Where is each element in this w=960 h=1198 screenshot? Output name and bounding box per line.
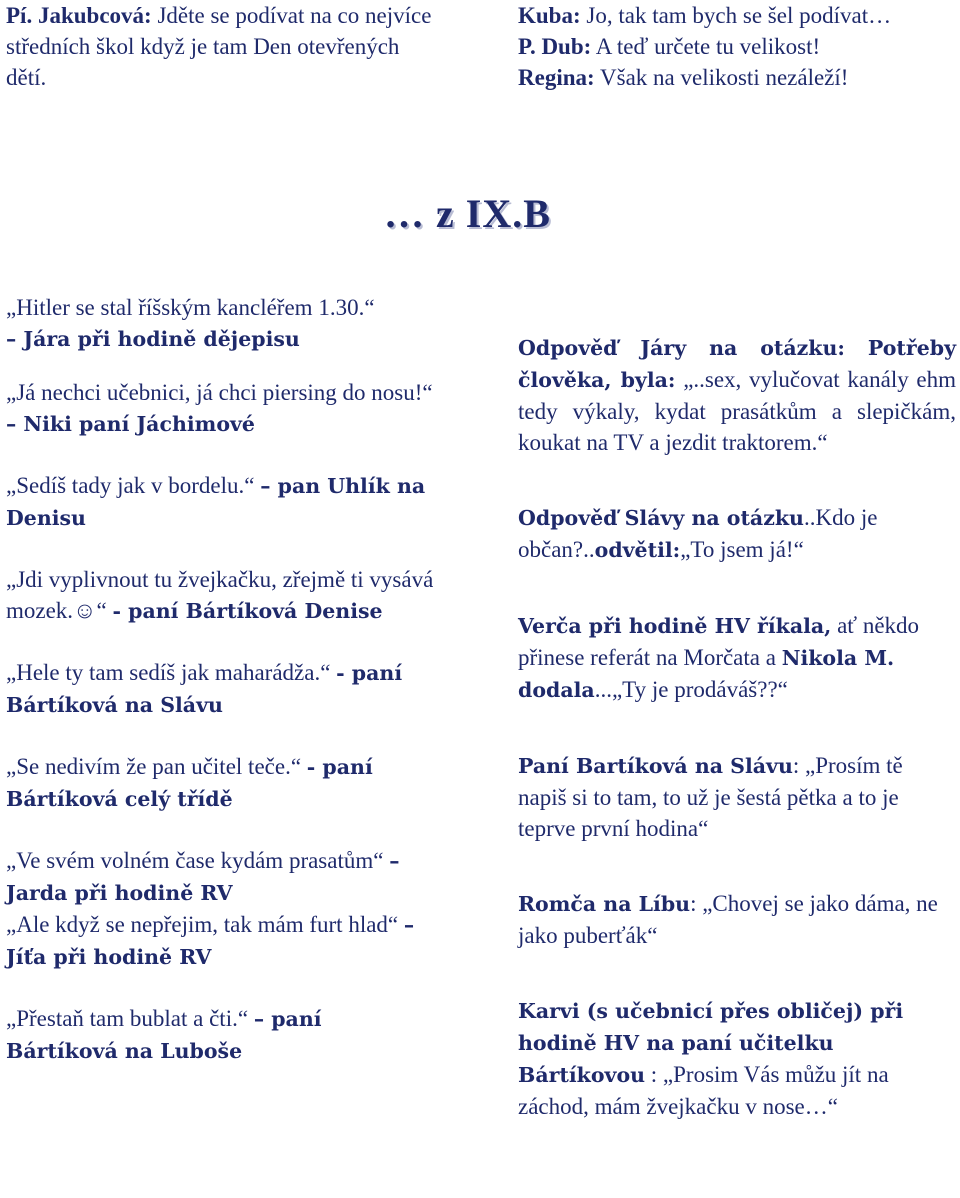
quote-text: „Se nedivím že pan učitel teče.“	[6, 754, 302, 779]
answer-2	[518, 502, 956, 566]
right-column	[518, 332, 956, 1122]
answer-text: : „Prosím tě napiš si to tam, to už je šestá pětka a to je teprve první hodina“	[518, 753, 903, 841]
answer-text: „..sex, vylučovat kanály ehm tedy výkaly, kydat prasátkům a slepičkám, koukat na TV a jezdit traktorem.“	[518, 367, 956, 455]
answer-text: ať někdo přinese referát na Morčata a	[518, 613, 920, 670]
answer-3	[518, 610, 956, 706]
intro-line-1	[518, 0, 938, 31]
quote-author: - paní Bártíková na Slávu	[6, 661, 403, 717]
answer-head: Paní Bartíková na Slávu	[518, 754, 793, 778]
quote-text: Jo, tak tam bych se šel podívat…	[580, 3, 892, 28]
answer-text: ...„Ty je prodáváš??“	[594, 677, 788, 702]
quote-9	[6, 1003, 436, 1067]
speaker: Pí. Jakubcová:	[6, 3, 152, 28]
quote-author: – Jíťa při hodině RV	[6, 913, 415, 969]
quote-author: – Jára při hodině dějepisu	[6, 327, 300, 351]
quote-author: - paní Bártíková celý třídě	[6, 755, 373, 811]
left-column	[6, 292, 436, 1067]
answer-head: Odpověď Járy na otázku: Potřeby člověka, byla:	[518, 336, 956, 392]
answer-text: „To jsem já!“	[680, 537, 804, 562]
quote-text: „Přestaň tam bublat a čti.“	[6, 1006, 249, 1031]
quote-3	[6, 470, 436, 534]
quote-text: A teď určete tu velikost!	[591, 34, 821, 59]
answer-5	[518, 888, 956, 951]
answer-head: Odpověď Slávy na otázku	[518, 506, 804, 530]
quote-author: – pan Uhlík na Denisu	[6, 474, 426, 530]
quote-author: – Jarda při hodině RV	[6, 849, 400, 905]
quote-text: „Jdi vyplivnout tu žvejkačku, zřejmě ti vysává mozek.☺“	[6, 567, 434, 623]
speaker: Regina:	[518, 65, 595, 90]
quote-text: „Hitler se stal říšským kancléřem 1.30.“	[6, 295, 375, 320]
quote-text: „Ve svém volném čase kydám prasatům“	[6, 848, 384, 873]
section-heading: … z IX.B	[384, 191, 551, 236]
answer-4	[518, 750, 956, 844]
intro-line-3	[518, 62, 938, 93]
quote-7	[6, 845, 436, 909]
answer-text: : „Chovej se jako dáma, ne jako puberťák“	[518, 891, 938, 948]
answer-text: : „Prosim Vás můžu jít na záchod, mám žvejkačku v nose…“	[518, 1062, 889, 1119]
quote-text: „Já nechci učebnici, já chci piersing do nosu!“	[6, 380, 433, 405]
answer-verb: odvětil:	[594, 538, 681, 562]
quote-author: - paní Bártíková Denise	[112, 599, 383, 623]
speaker: P. Dub:	[518, 34, 592, 59]
quote-author: – paní Bártíková na Luboše	[6, 1007, 322, 1063]
intro-left	[6, 0, 436, 93]
quote-text: „Ale když se nepřejim, tak mám furt hlad“	[6, 912, 399, 937]
quote-author: – Niki paní Jáchimové	[6, 412, 255, 436]
speaker: Kuba:	[518, 3, 581, 28]
quote-5	[6, 657, 436, 721]
answer-name: Nikola M. dodala	[518, 646, 895, 702]
answer-text: ..Kdo je občan?..	[518, 505, 878, 562]
quote-2	[6, 377, 436, 440]
quote-6	[6, 751, 436, 815]
answer-6	[518, 995, 956, 1122]
quote-1	[6, 292, 436, 355]
quote-text: Však na velikosti nezáleží!	[594, 65, 849, 90]
answer-1	[518, 332, 956, 458]
answer-head: Romča na Líbu	[518, 892, 691, 916]
intro-line-2	[518, 31, 938, 62]
intro-right	[518, 0, 938, 93]
answer-head: Verča při hodině HV říkala,	[518, 614, 832, 638]
quote-text: „Hele ty tam sedíš jak maharádža.“	[6, 660, 331, 685]
quote-8	[6, 909, 436, 973]
quote-text: „Sedíš tady jak v bordelu.“	[6, 473, 255, 498]
quote-4	[6, 564, 436, 627]
quote-text: Jděte se podívat na co nejvíce středních škol když je tam Den otevřených dětí.	[6, 3, 432, 90]
answer-head: Karvi (s učebnicí přes obličej) při hodině HV na paní učitelku Bártíkovou	[518, 999, 904, 1087]
